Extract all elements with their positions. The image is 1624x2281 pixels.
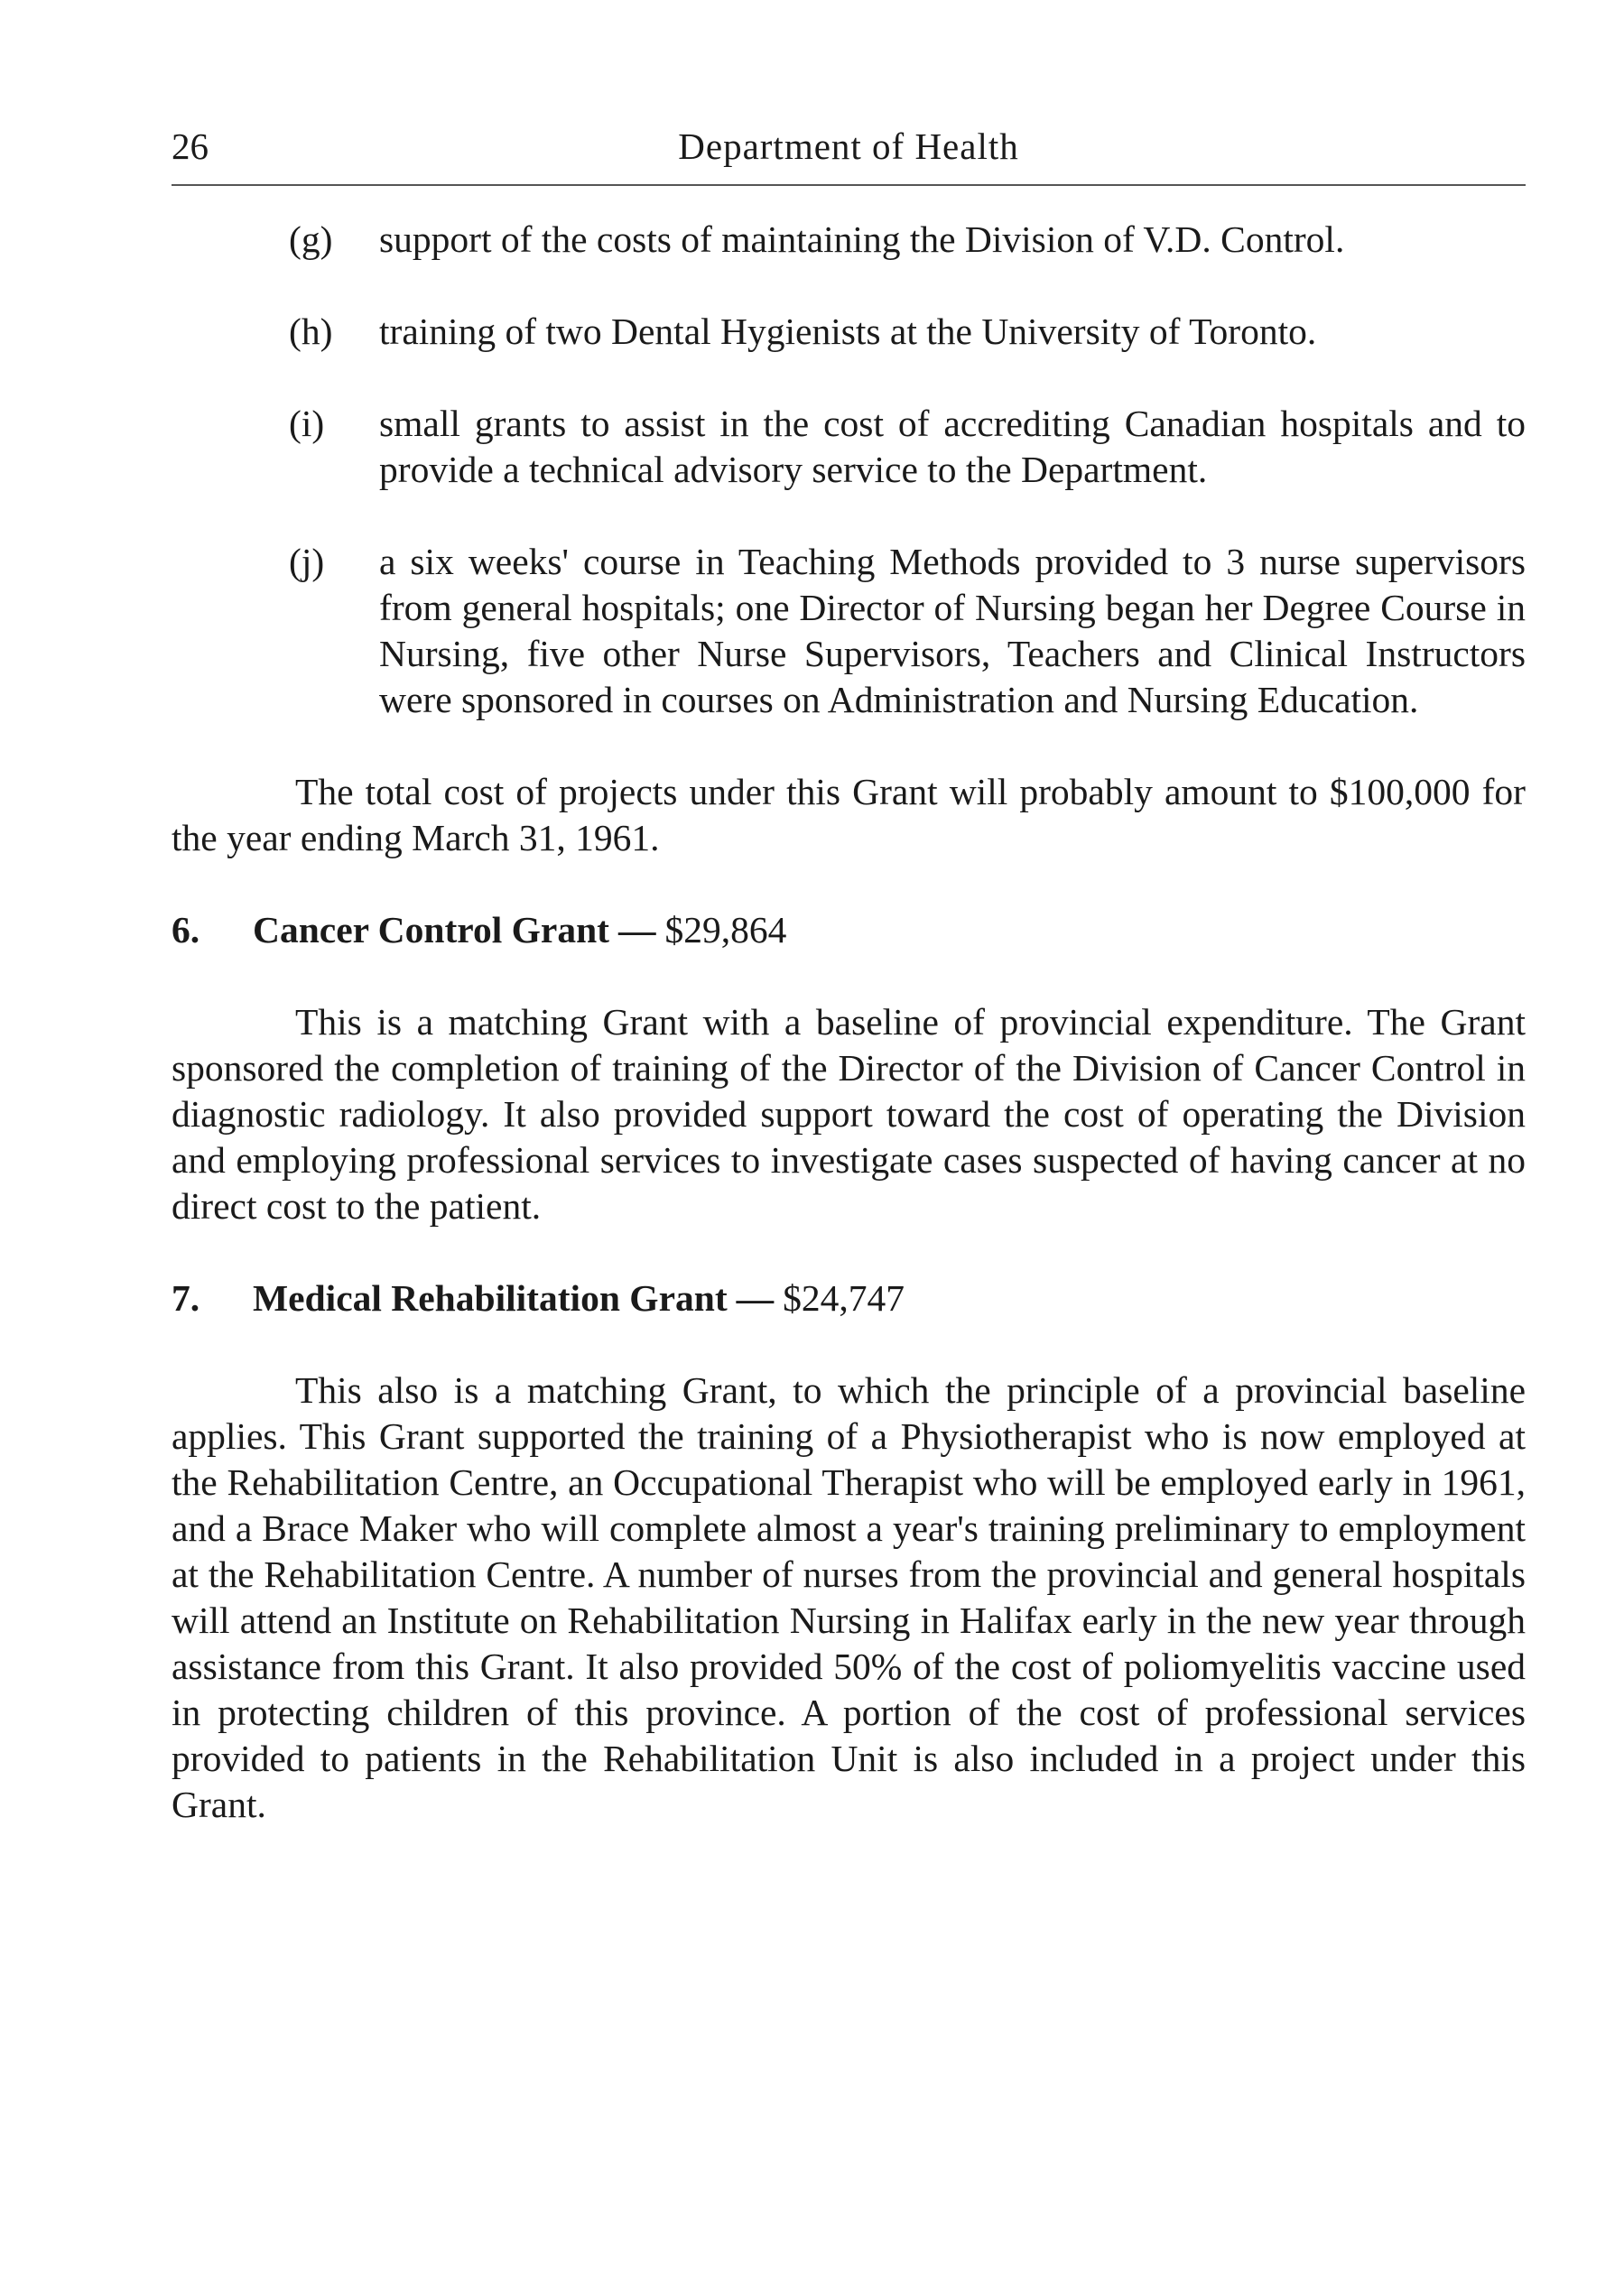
page-body <box>172 217 1526 1874</box>
section-7-paragraph: This also is a matching Grant, to which the principle of a provincial baseline applies. This Grant supported the training of a Physiotherapist who is now employed at the Rehabilitation Centre, an Occupational Therapist who will be employed early in 1961, and a Brace Maker who will complete almost a year's training preliminary to employment at the Rehabilitation Centre. A number of nurses from the provincial and general hospitals will attend an Institute on Rehabilitation Nursing in Halifax early in the new year through assistance from this Grant. It also provided 50% of the cost of poliomyelitis vaccine used in protecting children of this province. A portion of the cost of professional services provided to patients in the Rehabilitation Unit is also included in a project under this Grant. <box>172 1369 1526 1825</box>
page-header <box>172 125 1526 179</box>
total-cost-paragraph: The total cost of projects under this Grant will probably amount to $100,000 for the year ending March 31, 1961. <box>172 771 1526 858</box>
section-title: Medical Rehabilitation Grant <box>253 1277 728 1319</box>
list-item-text: small grants to assist in the cost of accrediting Canadian hospitals and to provide a technical advisory service to the Department. <box>379 403 1526 490</box>
section-dash: — <box>736 1277 775 1319</box>
list-item-text: training of two Dental Hygienists at the University of Toronto. <box>379 311 1317 352</box>
section-number: 7. <box>172 1277 200 1319</box>
header-rule <box>172 184 1526 186</box>
list-item-text: support of the costs of maintaining the Division of V.D. Control. <box>379 218 1345 260</box>
list-marker: (j) <box>289 541 325 582</box>
section-number: 6. <box>172 909 200 950</box>
list-item-h <box>289 309 1526 355</box>
page-number: 26 <box>172 125 209 167</box>
section-title: Cancer Control Grant <box>253 909 609 950</box>
running-title: Department of Health <box>678 125 1019 167</box>
section-amount: $24,747 <box>783 1277 905 1319</box>
list-marker: (i) <box>289 403 325 444</box>
list-item-j <box>289 539 1526 723</box>
section-6-paragraph: This is a matching Grant with a baseline of provincial expenditure. The Grant sponsored the completion of training of the Director of the Division of Cancer Control in diagnostic radiology. It also provided support toward the cost of operating the Division and employing professional services to investigate cases suspected of having cancer at no direct cost to the patient. <box>172 1001 1526 1227</box>
list-marker: (h) <box>289 311 333 352</box>
list-marker: (g) <box>289 218 333 260</box>
list-item-g <box>289 217 1526 263</box>
list-item-i <box>289 401 1526 493</box>
section-7-heading <box>172 1275 1526 1321</box>
section-dash: — <box>617 909 656 950</box>
list-item-text: a six weeks' course in Teaching Methods provided to 3 nurse supervisors from general hospitals; one Director of Nursing began her Degree Course in Nursing, five other Nurse Supervisors, Teachers and Clinical Instructors were sponsored in courses on Administration and Nursing Education. <box>379 541 1526 720</box>
section-6-heading <box>172 907 1526 953</box>
section-amount: $29,864 <box>664 909 787 950</box>
